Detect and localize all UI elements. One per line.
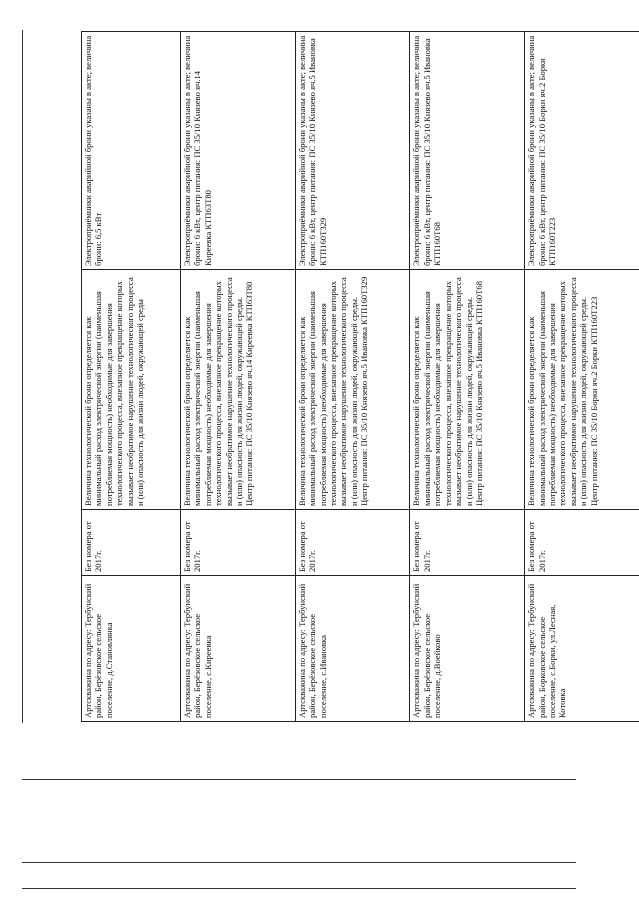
table-row	[82, 32, 181, 722]
table-row	[525, 32, 639, 722]
description-cell: Величина технологической брони определяется как минимальный расход электрической энергии (наименьшая потребляемая мощность) необходимые для завершения технологического процесса, внезапное прекращение которых вызывает необратимое нарушение технологического процесса и (или) опасность для жизни людей, окружающей среды. Центр питания: ПС 35/10 Князево яч.5 Ивановка КТП160Т329	[295, 270, 410, 510]
description-cell: Величина технологической брони определяется как минимальный расход электрической энергии (наименьшая потребляемая мощность) необходимые для завершения технологического процесса, внезапное прекращение которых вызывает необратимое нарушение технологического процесса и (или) опасность для жизни людей, окружающей среды. Центр питания: ПС 35/10 Князево яч.5 Ивановка КТП160Т68	[410, 270, 525, 510]
armor-cell: Электроприёмники аварийной брони указаны в акте; величина брони: 6 кВт, центр питания: ПС 35/10 Князево яч.5 Ивановка КТП160Т68	[410, 32, 525, 270]
armor-cell: Электроприёмники аварийной брони указаны в акте; величина брони: 6 кВт, центр питания: ПС 35/10 Борки яч.2 Борки КТП160Т223	[525, 32, 639, 270]
number-cell: Без номера от 2017г.	[410, 510, 525, 576]
object-cell: Артскважина по адресу: Тербунский район, Берёзовское сельское поселение, с.Ивановка	[295, 576, 410, 722]
table-row	[410, 32, 525, 722]
rotated-table-inner	[81, 32, 639, 722]
signature-line	[22, 888, 576, 889]
table-row	[295, 32, 410, 722]
object-cell: Артскважина по адресу: Тербунский район, Борковское сельское поселение, с.Борки, ул.Лесная, Котовка	[525, 576, 639, 722]
number-cell: Без номера от 2017г.	[82, 510, 181, 576]
armor-cell: Электроприёмники аварийной брони указаны в акте; величина брони: 6 кВт, центр питания: ПС 35/10 Князево яч.5 Ивановка КТП160Т329	[295, 32, 410, 270]
description-cell: Величина технологической брони определяется как минимальный расход электрической энергии (наименьшая потребляемая мощность) необходимые для завершения технологического процесса, внезапное прекращение которых вызывает необратимое нарушение технологического процесса и (или) опасность для жизни людей, окружающей среды. Центр питания: ПС 35/10 Князево яч.14 Киреевка КТП63Т80	[181, 270, 296, 510]
left-margin-line	[22, 30, 23, 723]
object-cell: Артскважина по адресу: Тербунский район, Берёзовское сельское поселение, д.Становлянка	[82, 576, 181, 722]
number-cell: Без номера от 2017г.	[525, 510, 639, 576]
table-row	[181, 32, 296, 722]
object-cell: Артскважина по адресу: Тербунский район, Берёзовское сельское поселение, д.Воейково	[410, 576, 525, 722]
signature-line	[22, 779, 576, 780]
number-cell: Без номера от 2017г.	[295, 510, 410, 576]
signature-line	[22, 862, 576, 863]
number-cell: Без номера от 2017г.	[181, 510, 296, 576]
armor-cell: Электроприёмники аварийной брони указаны в акте; величина брони: 6 кВт, центр питания: ПС 35/10 Князево яч.14 Киреевка КТП63Т80	[181, 32, 296, 270]
description-cell: Величина технологической брони определяется как минимальный расход электрической энергии (наименьшая потребляемая мощность) необходимые для завершения технологического процесса, внезапное прекращение которых вызывает необратимое нарушение технологического процесса и (или) опасность для жизни людей, окружающей среды. Центр питания: ПС 35/10 Борки яч.2 Борки КТП160Т223	[525, 270, 639, 510]
rotated-table-area	[81, 32, 639, 722]
reservation-table	[81, 31, 639, 722]
armor-cell: Электроприёмники аварийной брони указаны в акте; величина брони: 6,5 кВт	[82, 32, 181, 270]
object-cell: Артскважина по адресу: Тербунский район, Берёзовское сельское поселение, с.Киреевка	[181, 576, 296, 722]
description-cell: Величина технологической брони определяется как минимальный расход электрической энергии (наименьшая потребляемая мощность) необходимые для завершения технологического процесса, внезапное прекращение которых вызывает необратимое нарушение технологического процесса и (или) опасность для жизни людей, окружающей среды	[82, 270, 181, 510]
